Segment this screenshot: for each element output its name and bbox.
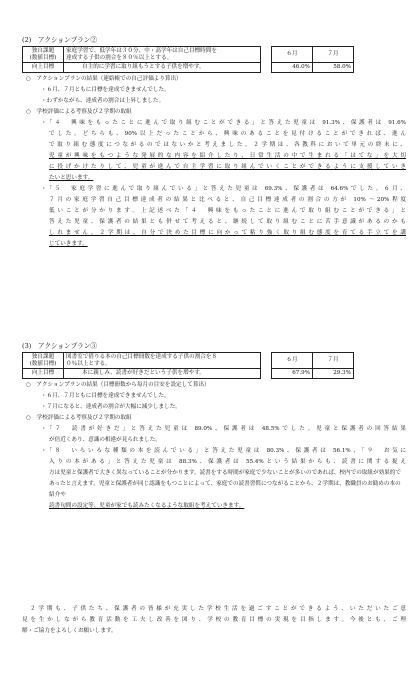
plan3-value-july: 29.3%	[313, 369, 354, 379]
plan3-goal-text: 図書室で借りる本の自己目標冊数を達成する子供の割合を８ ０％以上とする。	[64, 353, 261, 369]
plan3-eval-line: ・「８ いろいろな種類の本を読んでいる」と答えた児童は 80.3%、保護者は 56.1%、「９ お気に	[41, 448, 406, 454]
plan2-table	[22, 46, 354, 73]
plan3-month-july: ７月	[313, 353, 354, 369]
closing-line: ２学期も、子供たち、保護者の皆様が充実した学校生活を過ごすことができるよう、いただいたご意	[30, 606, 406, 612]
plan3-result-line: ・７月になると、達成者の割合が大幅に減少しました。	[41, 404, 181, 410]
plan3-goal-label: 独自課題 (数値目標)	[23, 353, 64, 369]
plan3-result-line: ・６月、７月ともに目標を達成できませんでした。	[41, 393, 170, 399]
plan3-improve-label: 向上目標	[23, 369, 64, 379]
plan2-result-line: ・６月、７月ともに目標を達成できませんでした。	[41, 87, 170, 93]
plan2-result-line: ・わずかながら、達成者の割合は上昇しました。	[41, 98, 165, 104]
plan2-eval-line: ７月の家庭学習自己目標達成者の結果と比べると、自己目標達成者の割合の方が 10%～20%程度	[49, 197, 406, 203]
plan2-goal-text: 家庭学習で、低学年は３０分、中・高学年は自己目標時間を 達成する子供の割合を８０％以上とする。	[64, 47, 261, 63]
plan3-month-june: ６月	[272, 353, 313, 369]
plan3-eval-heading: ○ 学校評価による考察及び２学期の取組	[26, 415, 132, 421]
plan2-eval-heading: ○ 学校評価による考察及び２学期の取組	[26, 109, 132, 115]
plan3-table	[22, 352, 354, 379]
plan2-value-june: 46.0%	[272, 63, 313, 73]
plan3-result-heading: ○ アクションプランの結果（目標冊数から毎月の目安を設定して算出）	[26, 382, 210, 388]
plan2-month-june: ６月	[272, 47, 313, 63]
plan3-eval-line: ・「７ 読書が好きだ」と答えた児童は 89.0%、保護者は 48.5%でした。児童と保護者の回答結果	[41, 426, 406, 432]
closing-paragraph	[22, 604, 406, 637]
plan2-improve-label: 向上目標	[23, 63, 64, 73]
plan2-eval-line: たいと思います。	[49, 175, 94, 181]
plan2-eval-line: 児童が興味をもつような発展的な内容を紹介したり、日常生活の中で生まれる「はてな」を大切	[49, 153, 406, 159]
plan2-eval-line: 答えた児童、保護者の結果とも併せて考えると、継続して取り組むことに苦手意識があるのかも	[49, 219, 406, 225]
plan3-body	[22, 380, 406, 512]
plan2-eval-line: ・「５ 家庭学習に進んで取り組んでいる」と答えた児童は 69.3%、保護者は 64.6%でした。６月、	[41, 186, 406, 192]
plan3-value-june: 67.9%	[272, 369, 313, 379]
plan3-eval-line: 方は児童と保護者で大きく異なっていることが分かります。読書をする時間が家庭で少ないことが多いのであれば、校内での取組が効果的であったと言えます。児童と保護者が同じ認識をもつことによって、家庭での読書習慣につながることから、２学期は、教職員のお勧めの本の紹介や	[49, 470, 401, 498]
plan3-eval-line: 読書旬間の設定等、児童が家でも読みたくなるような取組を考えていきます。	[49, 503, 245, 509]
plan2-eval-line: じていきます。	[49, 241, 88, 247]
plan2-eval-line: しれません。２学期は、自分で決めた目標に向かって粘り強く取り組む態度を育てる手立てを講	[49, 230, 406, 236]
plan2-eval-line: に投げかけたりして、児童が進んで自主学習に取り組んでいくことができるように支援していき	[49, 164, 406, 170]
section-title-plan3: (3) アクションプラン③	[22, 342, 97, 350]
plan2-eval-line: で取り組む態度につながるのではないかと考えました。２学期は、各教科において単元の終末に、	[49, 142, 406, 148]
plan3-improve-text: 本に親しみ、読書が好きだという子供を増やす。	[64, 369, 261, 379]
plan3-eval-line: が倍近くあり、意識の相違が見られました。	[49, 437, 161, 443]
plan2-improve-text: 自主的に学習に取り組もうとする子供を増やす。	[64, 63, 261, 73]
section-title-plan2: (2) アクションプラン②	[22, 36, 97, 44]
plan2-month-july: ７月	[313, 47, 354, 63]
plan2-value-july: 58.0%	[313, 63, 354, 73]
plan2-result-heading: ○ アクションプランの結果（連絡帳での自己評価より算出）	[26, 76, 182, 82]
plan2-goal-label: 独自課題 (数値目標)	[23, 47, 64, 63]
closing-line: 見を生かしながら教育活動を工夫し改善を図り、学校の教育目標の実現を目指します。今後とも、ご理	[22, 617, 406, 623]
plan2-eval-line: ・「４ 興味をもったことに進んで取り組むことができる」と答えた児童は 91.3%、保護者は 91.6%	[41, 120, 406, 126]
plan2-body	[22, 74, 406, 250]
plan3-eval-line: 入りの本がある」と答えた児童は 88.3%、保護者は 55.4%という結果からも、読書に関する捉え	[49, 459, 406, 465]
plan2-eval-line: 低いことが分かります。上記述べた「４ 興味をもったことに進んで取り組むことができる」と	[49, 208, 406, 214]
closing-line: 解・ご協力をよろしくお願いします。	[22, 628, 117, 634]
plan2-eval-line: でした。どちらも、90%以上だったことから、興味のあることを見付けることができれば、進ん	[49, 131, 406, 137]
